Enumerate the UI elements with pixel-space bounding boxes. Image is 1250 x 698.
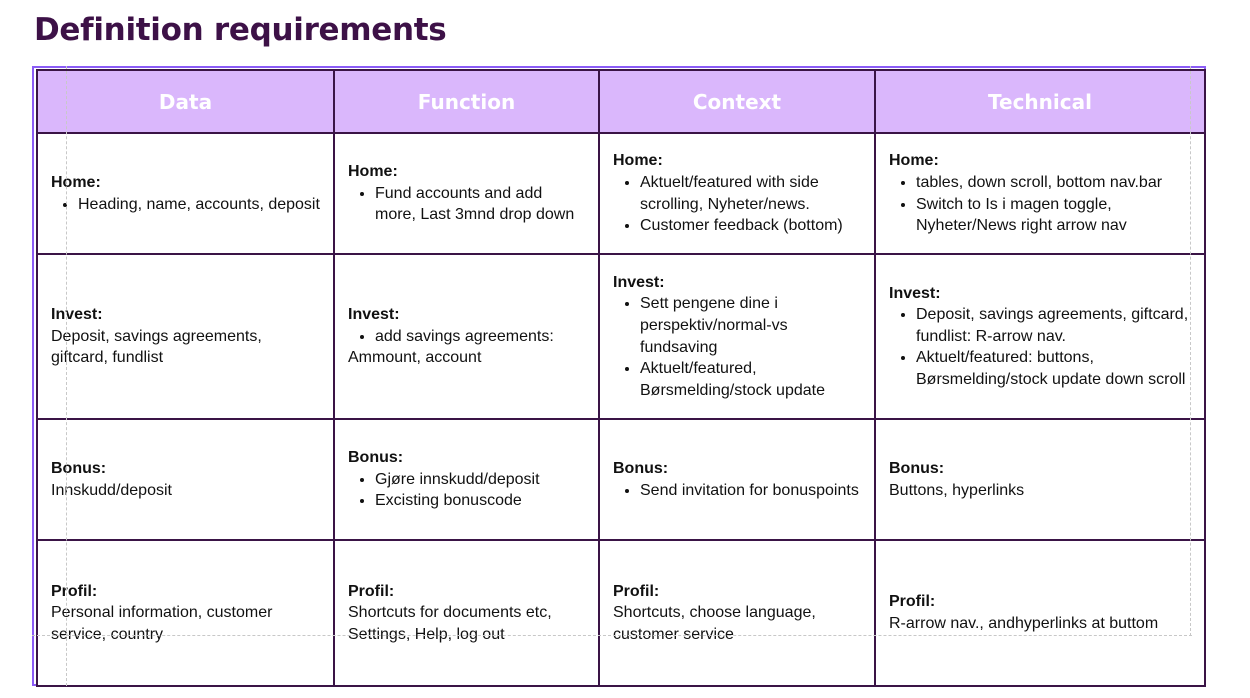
- cell-text: Personal information, customer service, country: [51, 604, 273, 643]
- cell-bonus-context: [599, 419, 875, 540]
- cell-heading: Profil:: [348, 582, 395, 600]
- cell-home-technical: [875, 133, 1205, 254]
- bullet-item: • Gjøre innskudd/deposit: [375, 469, 586, 491]
- bullet-item: • Send invitation for bonuspoints: [640, 480, 862, 502]
- bullet-item: • Aktuelt/featured, Børsmelding/stock update: [640, 358, 862, 401]
- bullet-item: • Aktuelt/featured: buttons, Børsmelding/stock update down scroll: [916, 347, 1192, 390]
- cell-invest-data: [37, 254, 334, 419]
- cell-text: Buttons, hyperlinks: [889, 481, 1025, 499]
- cell-text: R-arrow nav., andhyperlinks at buttom: [889, 615, 1159, 632]
- cell-heading: Invest:: [613, 273, 665, 291]
- bullet-item: • add savings agreements:: [375, 326, 586, 348]
- cell-profil-context: [599, 540, 875, 686]
- cell-heading: Invest:: [889, 284, 941, 302]
- table-row-profil: [37, 540, 1205, 686]
- table-row-home: [37, 133, 1205, 254]
- bullet-list: [613, 480, 862, 502]
- cell-heading: Invest:: [51, 306, 103, 324]
- bullet-list: [348, 183, 586, 226]
- cell-heading: Invest:: [348, 306, 400, 324]
- cell-text: Deposit, savings agreements, giftcard, fundlist: [51, 327, 262, 367]
- column-header-context: Context: [599, 70, 875, 133]
- cell-home-data: [37, 133, 334, 254]
- cell-text-after-list: Ammount, account: [348, 349, 482, 367]
- bullet-item: • tables, down scroll, bottom nav.bar: [916, 172, 1192, 194]
- bullet-item: • Deposit, savings agreements, giftcard, fundlist: R-arrow nav.: [916, 304, 1192, 347]
- cell-bonus-data: [37, 419, 334, 540]
- cell-text: Shortcuts, choose language, customer service: [613, 604, 816, 643]
- cell-heading: Bonus:: [889, 459, 945, 477]
- column-header-data: Data: [37, 70, 334, 133]
- cell-bonus-technical: [875, 419, 1205, 540]
- cell-text: Shortcuts for documents etc, Settings, Help, log out: [348, 604, 552, 643]
- cell-heading: Bonus:: [51, 459, 107, 477]
- requirements-table: [36, 69, 1206, 687]
- cell-heading: Home:: [613, 152, 663, 170]
- cell-profil-technical: [875, 540, 1205, 686]
- page-title: Definition requirements: [34, 12, 447, 48]
- column-header-function: Function: [334, 70, 599, 133]
- column-header-technical: Technical: [875, 70, 1205, 133]
- requirements-table-frame: [32, 66, 1206, 686]
- bullet-list: [613, 172, 862, 237]
- cell-heading: Home:: [889, 152, 939, 170]
- cell-home-function: [334, 133, 599, 254]
- cell-profil-function: [334, 540, 599, 686]
- cell-heading: Profil:: [51, 582, 98, 600]
- bullet-item: • Heading, name, accounts, deposit: [78, 194, 321, 216]
- cell-heading: Profil:: [889, 593, 936, 611]
- bullet-item: • Aktuelt/featured with side scrolling, Nyheter/news.: [640, 172, 862, 215]
- bullet-list: [51, 194, 321, 216]
- bullet-list: [613, 293, 862, 401]
- table-row-invest: [37, 254, 1205, 419]
- bullet-list: [348, 469, 586, 512]
- cell-text: Innskudd/deposit: [51, 481, 172, 499]
- bullet-list: [889, 304, 1192, 390]
- bullet-item: • Excisting bonuscode: [375, 490, 586, 512]
- bullet-item: • Fund accounts and add more, Last 3mnd drop down: [375, 183, 586, 226]
- bullet-item: • Sett pengene dine i perspektiv/normal-vs fundsaving: [640, 293, 862, 358]
- bullet-list: [889, 172, 1192, 237]
- cell-heading: Bonus:: [613, 459, 669, 477]
- cell-home-context: [599, 133, 875, 254]
- table-row-bonus: [37, 419, 1205, 540]
- cell-invest-technical: [875, 254, 1205, 419]
- cell-heading: Home:: [348, 163, 398, 181]
- cell-heading: Profil:: [613, 582, 660, 600]
- cell-bonus-function: [334, 419, 599, 540]
- cell-heading: Home:: [51, 173, 101, 191]
- cell-invest-context: [599, 254, 875, 419]
- cell-profil-data: [37, 540, 334, 686]
- bullet-item: • Switch to Is i magen toggle, Nyheter/News right arrow nav: [916, 194, 1192, 237]
- bullet-item: • Customer feedback (bottom): [640, 215, 862, 237]
- bullet-list: [348, 326, 586, 348]
- cell-invest-function: [334, 254, 599, 419]
- cell-heading: Bonus:: [348, 449, 404, 467]
- table-body: [37, 133, 1205, 686]
- header-row: [37, 70, 1205, 133]
